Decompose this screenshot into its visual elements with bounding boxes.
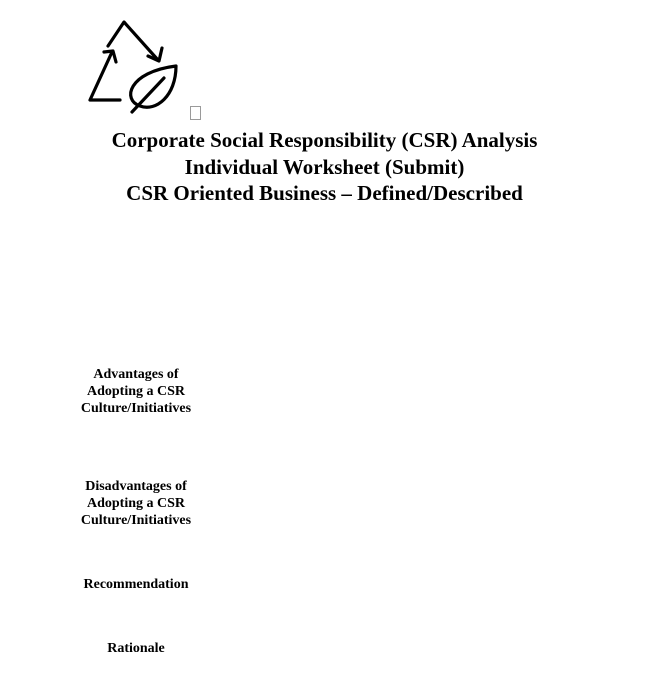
advantages-line: Culture/Initiatives — [80, 401, 192, 416]
recommendation-text: Recommendation — [83, 577, 189, 592]
advantages-line: Advantages of — [93, 367, 179, 382]
rationale-text: Rationale — [107, 641, 165, 656]
disadvantages-line: Adopting a CSR — [86, 496, 186, 511]
recommendation-label — [70, 576, 202, 593]
title-line: Corporate Social Responsibility (CSR) Analysis — [111, 128, 538, 152]
disadvantages-line: Culture/Initiatives — [80, 513, 192, 528]
disadvantages-label — [70, 478, 202, 529]
subtitle-line: Individual Worksheet (Submit) — [184, 154, 465, 179]
rationale-label — [70, 640, 202, 657]
section-heading-line: CSR Oriented Business – Defined/Described — [126, 181, 523, 205]
disadvantages-line: Disadvantages of — [85, 479, 187, 494]
advantages-line: Adopting a CSR — [86, 384, 186, 399]
page-title — [0, 127, 649, 207]
advantages-label — [70, 366, 202, 417]
image-placeholder — [190, 106, 201, 120]
recycle-leaf-icon — [84, 18, 184, 114]
